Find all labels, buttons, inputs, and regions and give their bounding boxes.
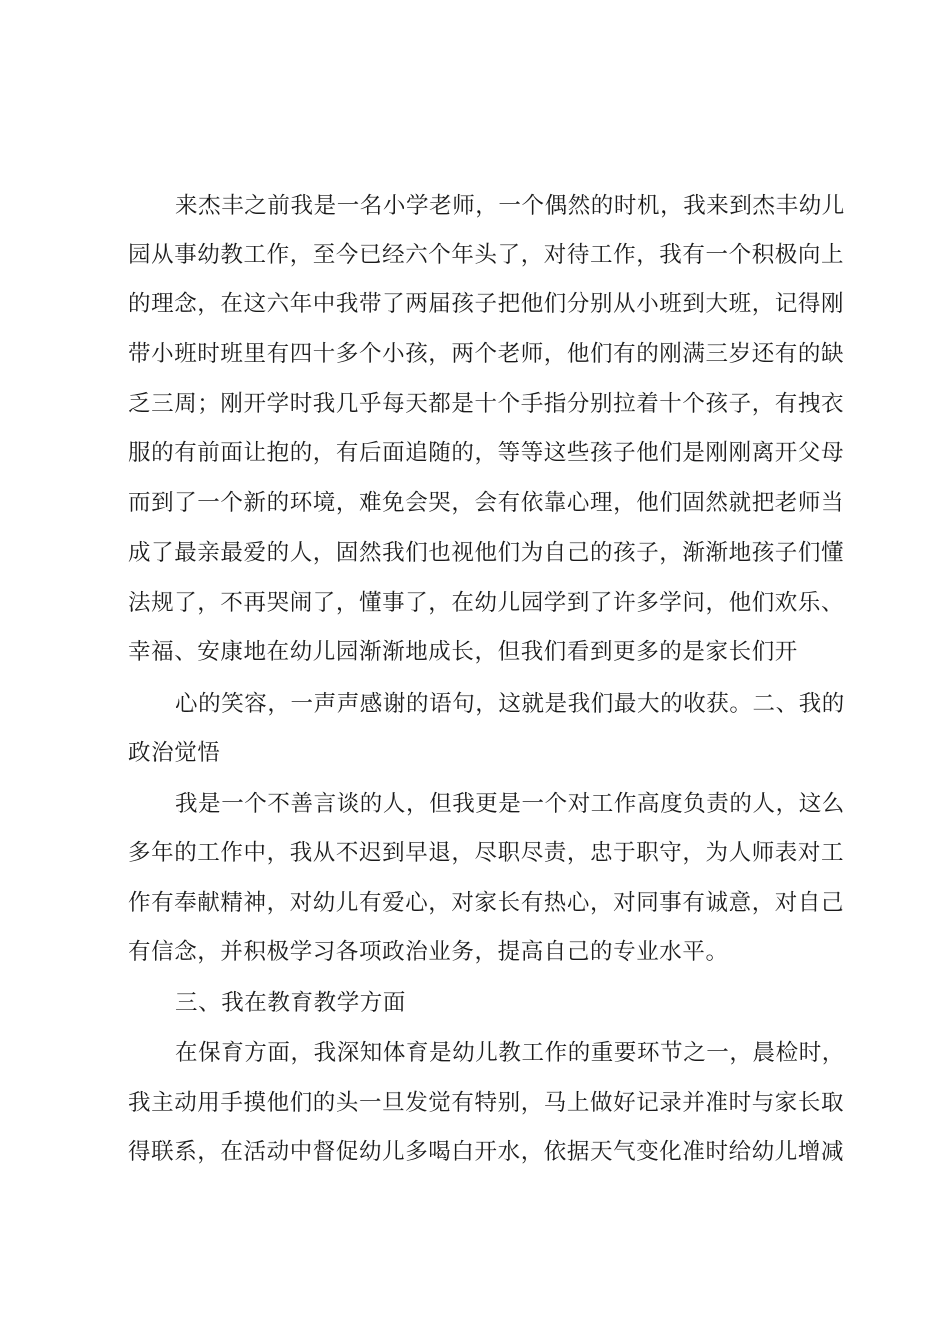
- text-line-2: 园从事幼教工作，至今已经六个年头了，对待工作，我有一个积极向上: [128, 242, 845, 268]
- text-line-6: 服的有前面让抱的，有后面追随的，等等这些孩子他们是刚刚离开父母: [128, 440, 845, 466]
- text-line-13: 我是一个不善言谈的人，但我更是一个对工作高度负责的人，这么: [175, 791, 845, 817]
- text-line-3: 的理念，在这六年中我带了两届孩子把他们分别从小班到大班，记得刚: [128, 291, 845, 317]
- text-line-12: 政治觉悟: [128, 740, 221, 766]
- text-line-11: 心的笑容，一声声感谢的语句，这就是我们最大的收获。二、我的: [175, 691, 845, 717]
- text-line-5: 乏三周；刚开学时我几乎每天都是十个手指分别拉着十个孩子，有拽衣: [128, 391, 845, 417]
- section-heading: 三、我在教育教学方面: [175, 990, 407, 1016]
- text-line-15: 作有奉献精神，对幼儿有爱心，对家长有热心，对同事有诚意，对自己: [128, 890, 845, 916]
- text-line-4: 带小班时班里有四十多个小孩，两个老师，他们有的刚满三岁还有的缺: [128, 341, 845, 367]
- text-line-1: 来杰丰之前我是一名小学老师，一个偶然的时机，我来到杰丰幼儿: [175, 193, 845, 219]
- text-line-9: 法规了，不再哭闹了，懂事了，在幼儿园学到了许多学问，他们欢乐、: [128, 590, 845, 616]
- text-line-20: 得联系，在活动中督促幼儿多喝白开水，依据天气变化准时给幼儿增减: [128, 1139, 845, 1165]
- text-line-10: 幸福、安康地在幼儿园渐渐地成长，但我们看到更多的是家长们开: [128, 639, 798, 665]
- text-line-14: 多年的工作中，我从不迟到早退，尽职尽责，忠于职守，为人师表对工: [128, 840, 845, 866]
- text-line-7: 而到了一个新的环境，难免会哭，会有依靠心理，他们固然就把老师当: [128, 490, 845, 516]
- text-line-8: 成了最亲最爱的人，固然我们也视他们为自己的孩子，渐渐地孩子们懂: [128, 540, 845, 566]
- text-line-19: 我主动用手摸他们的头一旦发觉有特别，马上做好记录并准时与家长取: [128, 1090, 845, 1116]
- text-line-18: 在保育方面，我深知体育是幼儿教工作的重要环节之一，晨检时，: [175, 1040, 845, 1066]
- text-line-16: 有信念，并积极学习各项政治业务，提高自己的专业水平。: [128, 939, 729, 965]
